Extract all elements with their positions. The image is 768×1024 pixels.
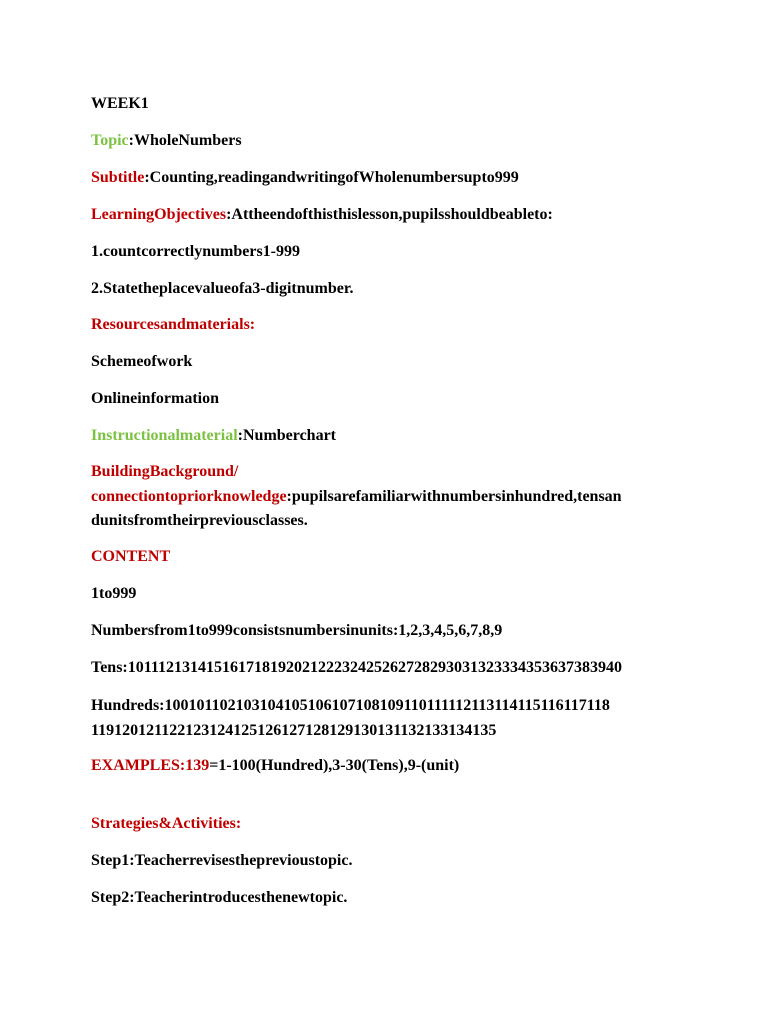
objectives-line	[91, 205, 553, 225]
content-heading: CONTENT	[91, 548, 171, 565]
instructional-value: :Numberchart	[237, 427, 337, 444]
strategy-step: Step2:Teacherintroducesthenewtopic.	[91, 889, 348, 906]
objective-item: 1.countcorrectlynumbers1-999	[91, 243, 300, 260]
examples-label: EXAMPLES:139	[91, 757, 210, 774]
week-heading: WEEK1	[91, 95, 149, 112]
strategies-heading: Strategies&Activities:	[91, 815, 242, 832]
topic-label: Topic	[91, 132, 129, 149]
examples-line	[91, 756, 459, 776]
resource-item: Schemeofwork	[91, 353, 193, 370]
instructional-line	[91, 426, 336, 446]
content-hundreds	[91, 694, 691, 743]
background-label-line1: BuildingBackground/	[91, 463, 239, 480]
hundreds-line2: 1191201211221231241251261271281291301311321331341​35	[91, 721, 497, 739]
subtitle-value: :Counting,readingandwritingofWholenumbersupto999	[144, 169, 519, 186]
resource-item: Onlineinformation	[91, 390, 220, 407]
content-units: Numbersfrom1to999consistsnumbersinunits:1,2,3,4,5,6,7,8,9	[91, 622, 503, 639]
examples-value: =1-100(Hundred),3-30(Tens),9-(unit)	[209, 757, 460, 774]
instructional-label: Instructionalmaterial	[91, 427, 238, 444]
background-value-line3: dunitsfromtheirpreviousclasses.	[91, 512, 308, 529]
hundreds-line1: Hundreds:1001011021031041051061071081091101111121131141151161171​18	[91, 697, 610, 714]
objectives-label: LearningObjectives	[91, 206, 227, 223]
content-tens: Tens:1011121314151617181920212223242526272829303132333435363738394​0	[91, 659, 622, 676]
topic-line	[91, 131, 242, 151]
background-line2	[91, 485, 691, 510]
resources-heading: Resourcesandmaterials:	[91, 316, 256, 333]
subtitle-label: Subtitle	[91, 169, 145, 186]
background-label-line2: connectiontopriorknowledge	[91, 487, 287, 505]
topic-value: :WholeNumbers	[128, 132, 242, 149]
background-block	[91, 460, 691, 534]
objective-item: 2.Statetheplacevalueofa3-digitnumber.	[91, 280, 354, 297]
objectives-value: :Attheendofthisthislesson,pupilsshouldbeableto:	[226, 206, 553, 223]
background-value-line2: :pupilsarefamiliarwithnumbersinhundred,tensan	[286, 487, 622, 505]
content-range: 1to999	[91, 585, 137, 602]
subtitle-line	[91, 168, 519, 188]
strategy-step: Step1:Teacherrevisestheprevioustopic.	[91, 852, 353, 869]
